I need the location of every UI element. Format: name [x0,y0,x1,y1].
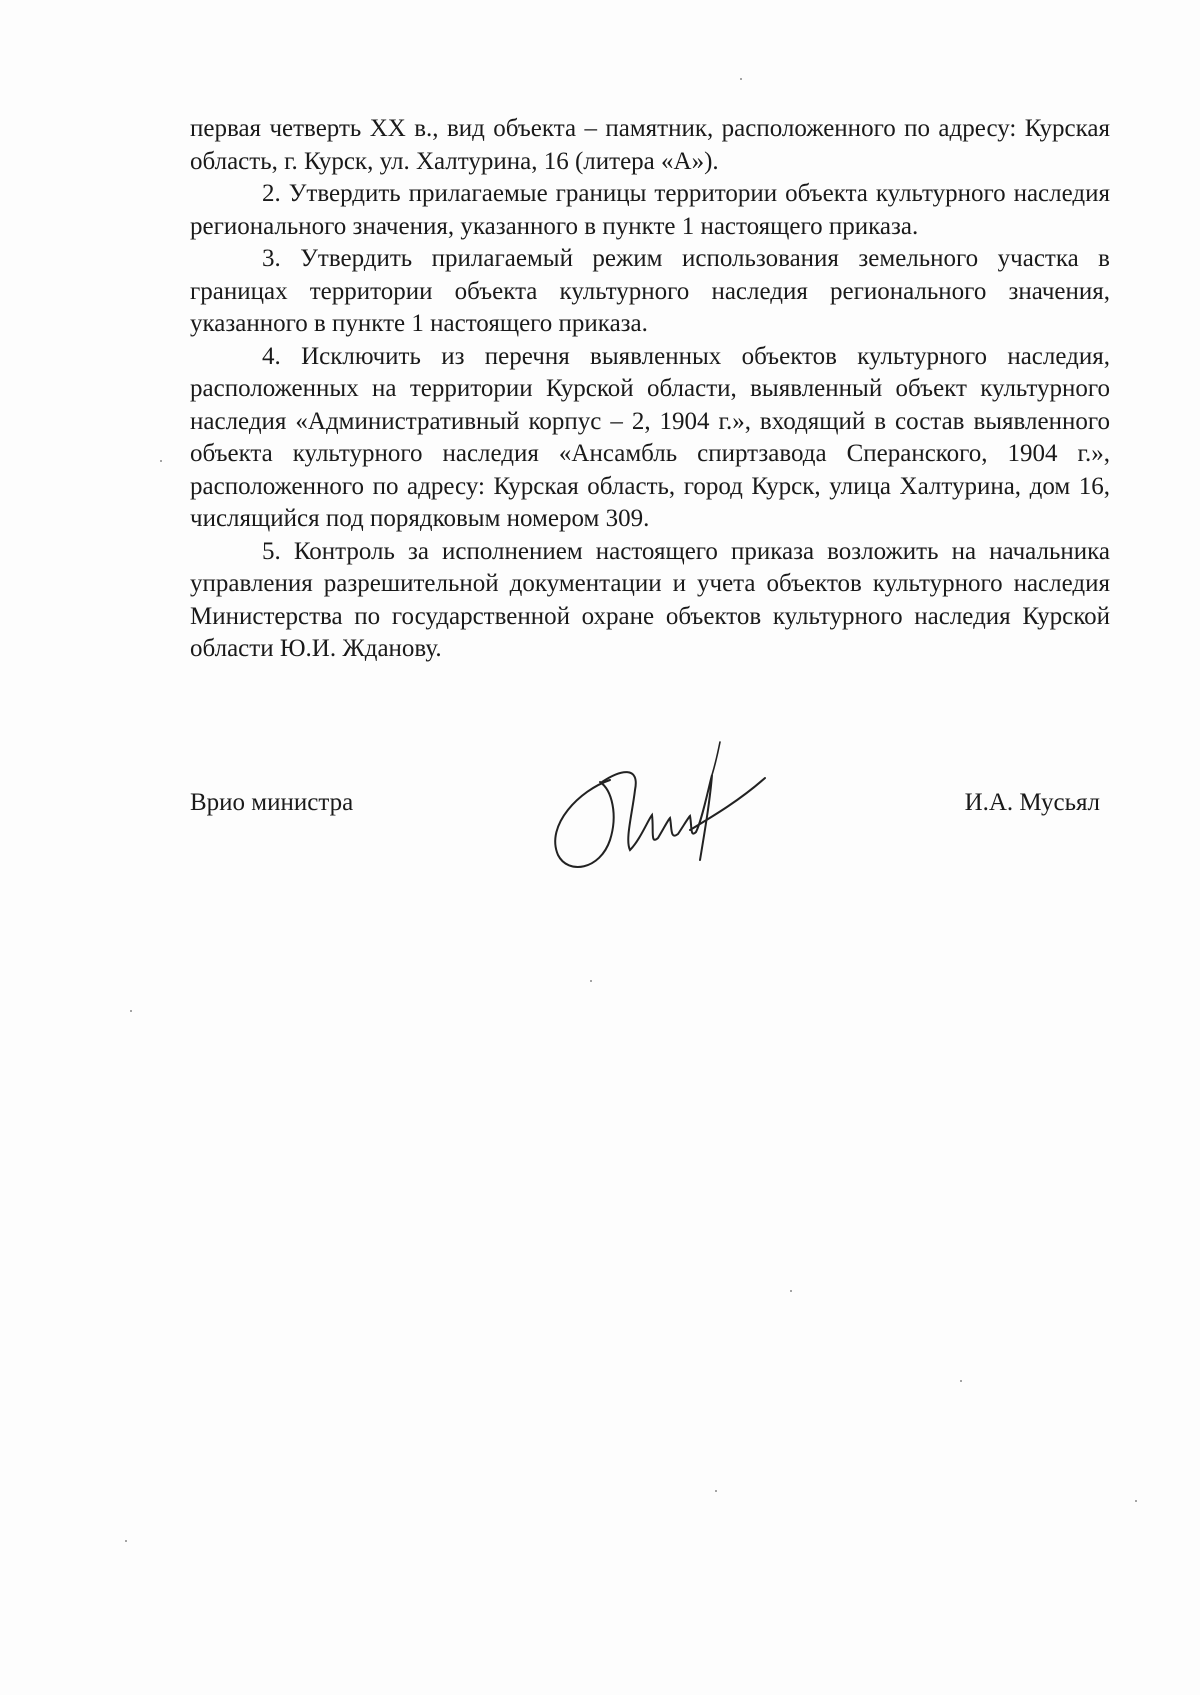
scan-speck [590,980,592,982]
paragraph-continuation: первая четверть XX в., вид объекта – памятник, расположенного по адресу: Курская область, г. Курск, ул. Халтурина, 16 (литера «А»). [190,115,1110,175]
scan-speck [160,460,162,462]
paragraph-item-3: 3. Утвердить прилагаемый режим использования земельного участка в границах территории объекта культурного наследия регионального значения, указанного в пункте 1 настоящего приказа. [190,245,1110,337]
signatory-title: Врио министра [190,789,354,816]
paragraph-item-4: 4. Исключить из перечня выявленных объектов культурного наследия, расположенных на территории Курской области, выявленный объект культурного наследия «Административный корпус – 2, 1904 г.», входящий в состав выявленного объекта культурного наследия «Ансамбль спиртзавода Сперанского, 1904 г.», расположенного по адресу: Курская область, город Курск, улица Халтурина, дом 16, числящийся под порядковым номером 309. [190,342,1110,532]
scan-speck [125,1540,127,1542]
scan-speck [130,1010,132,1012]
document-body [190,113,1110,666]
paragraph-item-2: 2. Утвердить прилагаемые границы территории объекта культурного наследия регионального значения, указанного в пункте 1 настоящего приказа. [190,180,1110,240]
scan-speck [960,1380,962,1382]
scan-speck [790,1290,792,1292]
scan-speck [1135,1500,1137,1502]
scan-speck [740,78,742,80]
paragraph-item-5: 5. Контроль за исполнением настоящего приказа возложить на начальника управления разрешительной документации и учета объектов культурного наследия Министерства по государственной охране объектов культурного наследия Курской области Ю.И. Жданову. [190,537,1110,662]
scan-speck [715,1490,717,1492]
signatory-name: И.А. Мусьял [964,789,1100,816]
handwritten-signature [540,720,780,900]
